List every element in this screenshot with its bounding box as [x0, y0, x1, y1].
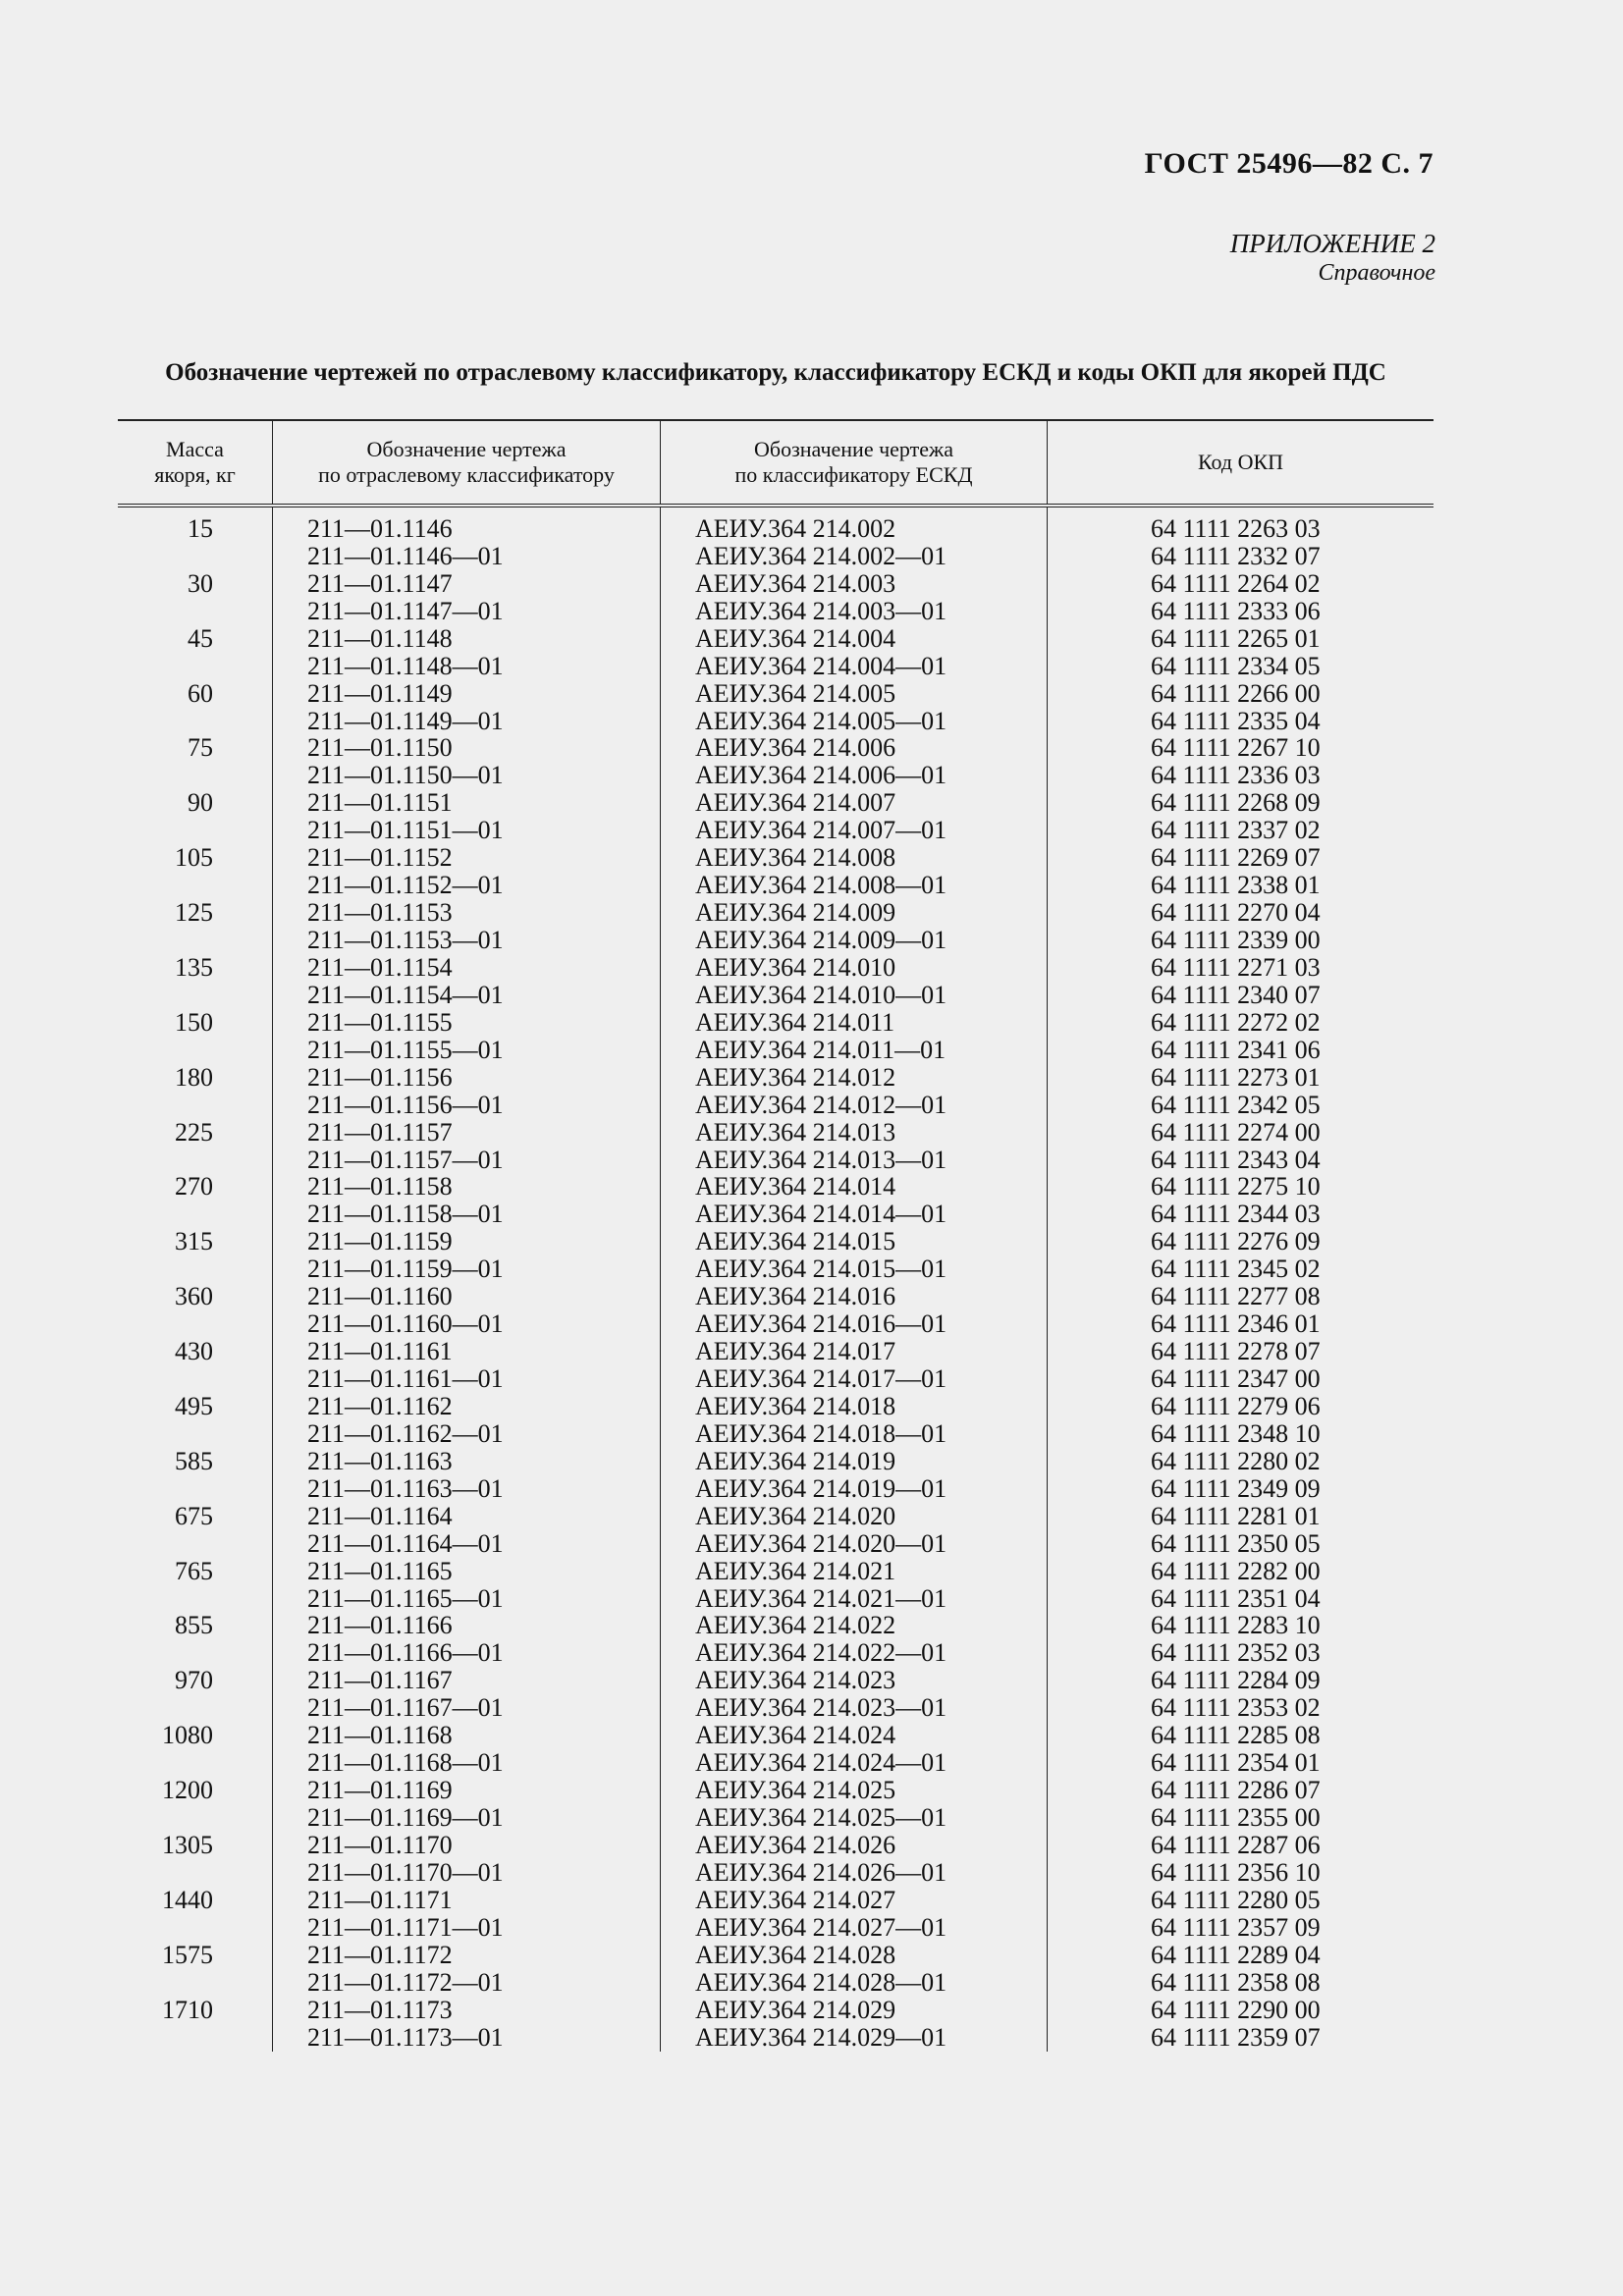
- industry-code-cell: 211—01.1154: [307, 952, 453, 982]
- eskd-code-cell: АЕИУ.364 214.018—01: [695, 1418, 947, 1448]
- industry-code-cell: 211—01.1165: [307, 1556, 453, 1585]
- eskd-code-cell: АЕИУ.364 214.023: [695, 1666, 896, 1695]
- table-row: [118, 1092, 1434, 1119]
- eskd-code-cell: АЕИУ.364 214.004: [695, 623, 896, 653]
- mass-cell: 180: [175, 1062, 213, 1092]
- okp-code-cell: 64 1111 2285 08: [1151, 1721, 1321, 1750]
- eskd-code-cell: АЕИУ.364 214.020—01: [695, 1528, 947, 1558]
- industry-code-cell: 211—01.1156: [307, 1062, 453, 1092]
- mass-cell: 970: [175, 1666, 213, 1695]
- industry-code-cell: 211—01.1161—01: [307, 1364, 504, 1394]
- okp-code-cell: 64 1111 2350 05: [1151, 1528, 1321, 1558]
- table-row: [118, 954, 1434, 982]
- mass-cell: 1080: [162, 1721, 213, 1750]
- industry-code-cell: 211—01.1160: [307, 1282, 453, 1311]
- eskd-code-cell: АЕИУ.364 214.016: [695, 1282, 896, 1311]
- table-row: [118, 680, 1434, 708]
- eskd-code-cell: АЕИУ.364 214.013—01: [695, 1145, 947, 1174]
- industry-code-cell: 211—01.1151—01: [307, 816, 504, 845]
- table-row: [118, 1283, 1434, 1310]
- eskd-code-cell: АЕИУ.364 214.027—01: [695, 1912, 947, 1942]
- okp-code-cell: 64 1111 2272 02: [1151, 1007, 1321, 1037]
- mass-cell: 1575: [162, 1940, 213, 1969]
- eskd-code-cell: АЕИУ.364 214.021: [695, 1556, 896, 1585]
- table-row: [118, 1887, 1434, 1914]
- eskd-code-cell: АЕИУ.364 214.029: [695, 1995, 896, 2024]
- mass-cell: 1440: [162, 1885, 213, 1914]
- industry-code-cell: 211—01.1171—01: [307, 1912, 504, 1942]
- table-header: [118, 419, 1434, 507]
- table-row: [118, 598, 1434, 625]
- okp-code-cell: 64 1111 2334 05: [1151, 651, 1321, 680]
- okp-code-cell: 64 1111 2286 07: [1151, 1776, 1321, 1805]
- table-row: [118, 735, 1434, 763]
- page-header: ГОСТ 25496—82 С. 7: [1144, 147, 1434, 180]
- industry-code-cell: 211—01.1159: [307, 1227, 453, 1256]
- industry-code-cell: 211—01.1155: [307, 1007, 453, 1037]
- industry-code-cell: 211—01.1164: [307, 1501, 453, 1530]
- mass-cell: 225: [175, 1117, 213, 1147]
- table-row: [118, 1804, 1434, 1832]
- table-row: [118, 1147, 1434, 1174]
- industry-code-cell: 211—01.1157: [307, 1117, 453, 1147]
- mass-cell: 1710: [162, 1995, 213, 2024]
- table-row: [118, 1228, 1434, 1255]
- table-row: [118, 982, 1434, 1009]
- okp-code-cell: 64 1111 2269 07: [1151, 843, 1321, 873]
- table-row: [118, 1037, 1434, 1064]
- table-row: [118, 1338, 1434, 1365]
- header-line: Обозначение чертежа: [754, 437, 953, 461]
- okp-code-cell: 64 1111 2345 02: [1151, 1255, 1321, 1284]
- column-divider: [1047, 507, 1048, 2052]
- industry-code-cell: 211—01.1167: [307, 1666, 453, 1695]
- okp-code-cell: 64 1111 2275 10: [1151, 1172, 1321, 1201]
- industry-code-cell: 211—01.1154—01: [307, 980, 504, 1009]
- industry-code-cell: 211—01.1161: [307, 1337, 453, 1366]
- industry-code-cell: 211—01.1173: [307, 1995, 453, 2024]
- industry-code-cell: 211—01.1162: [307, 1391, 453, 1420]
- industry-code-cell: 211—01.1168—01: [307, 1748, 504, 1778]
- industry-code-cell: 211—01.1152: [307, 843, 453, 873]
- eskd-code-cell: АЕИУ.364 214.014—01: [695, 1200, 947, 1229]
- mass-cell: 675: [175, 1501, 213, 1530]
- okp-code-cell: 64 1111 2278 07: [1151, 1337, 1321, 1366]
- okp-code-cell: 64 1111 2289 04: [1151, 1940, 1321, 1969]
- industry-code-cell: 211—01.1164—01: [307, 1528, 504, 1558]
- mass-cell: 75: [188, 733, 213, 763]
- eskd-code-cell: АЕИУ.364 214.009—01: [695, 926, 947, 955]
- eskd-code-cell: АЕИУ.364 214.010: [695, 952, 896, 982]
- table-row: [118, 1694, 1434, 1722]
- okp-code-cell: 64 1111 2356 10: [1151, 1857, 1321, 1887]
- table-row: [118, 570, 1434, 598]
- table-row: [118, 1667, 1434, 1694]
- appendix-subtitle: Справочное: [1318, 260, 1435, 286]
- okp-code-cell: 64 1111 2333 06: [1151, 596, 1321, 625]
- mass-cell: 855: [175, 1611, 213, 1640]
- column-header-okp-code: [1047, 421, 1434, 504]
- table-body: [118, 507, 1434, 2052]
- table-row: [118, 1777, 1434, 1804]
- okp-code-cell: 64 1111 2280 02: [1151, 1446, 1321, 1475]
- eskd-code-cell: АЕИУ.364 214.005: [695, 678, 896, 708]
- okp-code-cell: 64 1111 2343 04: [1151, 1145, 1321, 1174]
- industry-code-cell: 211—01.1158: [307, 1172, 453, 1201]
- table-row: [118, 543, 1434, 570]
- okp-code-cell: 64 1111 2341 06: [1151, 1035, 1321, 1064]
- okp-code-cell: 64 1111 2346 01: [1151, 1309, 1321, 1339]
- industry-code-cell: 211—01.1158—01: [307, 1200, 504, 1229]
- eskd-code-cell: АЕИУ.364 214.017: [695, 1337, 896, 1366]
- mass-cell: 495: [175, 1391, 213, 1420]
- mass-cell: 765: [175, 1556, 213, 1585]
- table-row: [118, 2024, 1434, 2052]
- okp-code-cell: 64 1111 2284 09: [1151, 1666, 1321, 1695]
- okp-code-cell: 64 1111 2357 09: [1151, 1912, 1321, 1942]
- industry-code-cell: 211—01.1168: [307, 1721, 453, 1750]
- okp-code-cell: 64 1111 2273 01: [1151, 1062, 1321, 1092]
- okp-code-cell: 64 1111 2355 00: [1151, 1803, 1321, 1833]
- industry-code-cell: 211—01.1167—01: [307, 1693, 504, 1723]
- mass-cell: 1200: [162, 1776, 213, 1805]
- industry-code-cell: 211—01.1153—01: [307, 926, 504, 955]
- okp-code-cell: 64 1111 2353 02: [1151, 1693, 1321, 1723]
- okp-code-cell: 64 1111 2344 03: [1151, 1200, 1321, 1229]
- eskd-code-cell: АЕИУ.364 214.027: [695, 1885, 896, 1914]
- eskd-code-cell: АЕИУ.364 214.006—01: [695, 761, 947, 790]
- eskd-code-cell: АЕИУ.364 214.026: [695, 1830, 896, 1859]
- industry-code-cell: 211—01.1157—01: [307, 1145, 504, 1174]
- eskd-code-cell: АЕИУ.364 214.007—01: [695, 816, 947, 845]
- eskd-code-cell: АЕИУ.364 214.010—01: [695, 980, 947, 1009]
- eskd-code-cell: АЕИУ.364 214.017—01: [695, 1364, 947, 1394]
- mass-cell: 430: [175, 1337, 213, 1366]
- eskd-code-cell: АЕИУ.364 214.028: [695, 1940, 896, 1969]
- table-row: [118, 1009, 1434, 1037]
- table-row: [118, 1942, 1434, 1969]
- mass-cell: 1305: [162, 1830, 213, 1859]
- okp-code-cell: 64 1111 2348 10: [1151, 1418, 1321, 1448]
- industry-code-cell: 211—01.1170—01: [307, 1857, 504, 1887]
- eskd-code-cell: АЕИУ.364 214.008—01: [695, 871, 947, 900]
- eskd-code-cell: АЕИУ.364 214.026—01: [695, 1857, 947, 1887]
- okp-code-cell: 64 1111 2283 10: [1151, 1611, 1321, 1640]
- industry-code-cell: 211—01.1166: [307, 1611, 453, 1640]
- table-row: [118, 1365, 1434, 1393]
- mass-cell: 90: [188, 788, 213, 818]
- industry-code-cell: 211—01.1146: [307, 513, 453, 543]
- eskd-code-cell: АЕИУ.364 214.012—01: [695, 1090, 947, 1119]
- industry-code-cell: 211—01.1173—01: [307, 2022, 504, 2052]
- table-row: [118, 1639, 1434, 1667]
- appendix-title: ПРИЛОЖЕНИЕ 2: [1229, 229, 1435, 258]
- okp-code-cell: 64 1111 2290 00: [1151, 1995, 1321, 2024]
- eskd-code-cell: АЕИУ.364 214.028—01: [695, 1967, 947, 1997]
- eskd-code-cell: АЕИУ.364 214.008: [695, 843, 896, 873]
- mass-cell: 15: [188, 513, 213, 543]
- eskd-code-cell: АЕИУ.364 214.011—01: [695, 1035, 947, 1064]
- mass-cell: 585: [175, 1446, 213, 1475]
- okp-code-cell: 64 1111 2274 00: [1151, 1117, 1321, 1147]
- industry-code-cell: 211—01.1152—01: [307, 871, 504, 900]
- eskd-code-cell: АЕИУ.364 214.002: [695, 513, 896, 543]
- header-line: по отраслевому классификатору: [318, 462, 615, 487]
- mass-cell: 270: [175, 1172, 213, 1201]
- industry-code-cell: 211—01.1170: [307, 1830, 453, 1859]
- okp-code-cell: 64 1111 2282 00: [1151, 1556, 1321, 1585]
- mass-cell: 135: [175, 952, 213, 982]
- eskd-code-cell: АЕИУ.364 214.025: [695, 1776, 896, 1805]
- okp-code-cell: 64 1111 2340 07: [1151, 980, 1321, 1009]
- okp-code-cell: 64 1111 2359 07: [1151, 2022, 1321, 2052]
- mass-cell: 105: [175, 843, 213, 873]
- column-header-industry-code: [272, 421, 660, 504]
- eskd-code-cell: АЕИУ.364 214.018: [695, 1391, 896, 1420]
- eskd-code-cell: АЕИУ.364 214.015: [695, 1227, 896, 1256]
- table-row: [118, 1310, 1434, 1338]
- okp-code-cell: 64 1111 2354 01: [1151, 1748, 1321, 1778]
- eskd-code-cell: АЕИУ.364 214.029—01: [695, 2022, 947, 2052]
- table-row: [118, 1558, 1434, 1585]
- table-row: [118, 1174, 1434, 1201]
- industry-code-cell: 211—01.1162—01: [307, 1418, 504, 1448]
- okp-code-cell: 64 1111 2263 03: [1151, 513, 1321, 543]
- table-row: [118, 625, 1434, 653]
- eskd-code-cell: АЕИУ.364 214.012: [695, 1062, 896, 1092]
- industry-code-cell: 211—01.1147: [307, 568, 453, 598]
- table-row: [118, 1997, 1434, 2024]
- eskd-code-cell: АЕИУ.364 214.024: [695, 1721, 896, 1750]
- appendix-label: [1230, 228, 1435, 287]
- okp-code-cell: 64 1111 2267 10: [1151, 733, 1321, 763]
- table-row: [118, 844, 1434, 872]
- table-row: [118, 1530, 1434, 1558]
- mass-cell: 125: [175, 898, 213, 928]
- table-row: [118, 1749, 1434, 1777]
- okp-code-cell: 64 1111 2279 06: [1151, 1391, 1321, 1420]
- mass-cell: 315: [175, 1227, 213, 1256]
- table-row: [118, 762, 1434, 789]
- industry-code-cell: 211—01.1163—01: [307, 1473, 504, 1503]
- mass-cell: 150: [175, 1007, 213, 1037]
- eskd-code-cell: АЕИУ.364 214.002—01: [695, 541, 947, 570]
- table-row: [118, 1393, 1434, 1420]
- header-line: якоря, кг: [154, 462, 236, 487]
- mass-cell: 360: [175, 1282, 213, 1311]
- table-row: [118, 1420, 1434, 1448]
- table-row: [118, 1613, 1434, 1640]
- table-row: [118, 1119, 1434, 1147]
- okp-code-cell: 64 1111 2276 09: [1151, 1227, 1321, 1256]
- okp-code-cell: 64 1111 2271 03: [1151, 952, 1321, 982]
- mass-cell: 30: [188, 568, 213, 598]
- okp-code-cell: 64 1111 2281 01: [1151, 1501, 1321, 1530]
- eskd-code-cell: АЕИУ.364 214.007: [695, 788, 896, 818]
- eskd-code-cell: АЕИУ.364 214.019: [695, 1446, 896, 1475]
- industry-code-cell: 211—01.1149: [307, 678, 453, 708]
- mass-cell: 60: [188, 678, 213, 708]
- column-header-mass: [118, 421, 272, 504]
- okp-code-cell: 64 1111 2338 01: [1151, 871, 1321, 900]
- okp-code-cell: 64 1111 2268 09: [1151, 788, 1321, 818]
- table-row: [118, 1722, 1434, 1749]
- table-row: [118, 1255, 1434, 1283]
- table-row: [118, 1201, 1434, 1228]
- table-row: [118, 1914, 1434, 1942]
- industry-code-cell: 211—01.1146—01: [307, 541, 504, 570]
- okp-code-cell: 64 1111 2287 06: [1151, 1830, 1321, 1859]
- eskd-code-cell: АЕИУ.364 214.023—01: [695, 1693, 947, 1723]
- table-row: [118, 872, 1434, 899]
- okp-code-cell: 64 1111 2266 00: [1151, 678, 1321, 708]
- header-line: Код ОКП: [1197, 450, 1284, 474]
- table-row: [118, 817, 1434, 844]
- mass-cell: 45: [188, 623, 213, 653]
- industry-code-cell: 211—01.1148: [307, 623, 453, 653]
- header-line: Обозначение чертежа: [366, 437, 567, 461]
- eskd-code-cell: АЕИУ.364 214.022: [695, 1611, 896, 1640]
- okp-code-cell: 64 1111 2352 03: [1151, 1638, 1321, 1668]
- eskd-code-cell: АЕИУ.364 214.004—01: [695, 651, 947, 680]
- industry-code-cell: 211—01.1159—01: [307, 1255, 504, 1284]
- industry-code-cell: 211—01.1156—01: [307, 1090, 504, 1119]
- industry-code-cell: 211—01.1169—01: [307, 1803, 504, 1833]
- table-row: [118, 1969, 1434, 1997]
- eskd-code-cell: АЕИУ.364 214.025—01: [695, 1803, 947, 1833]
- okp-code-cell: 64 1111 2337 02: [1151, 816, 1321, 845]
- table-row: [118, 1475, 1434, 1503]
- okp-code-cell: 64 1111 2351 04: [1151, 1583, 1321, 1613]
- header-line: Масса: [166, 437, 224, 461]
- industry-code-cell: 211—01.1155—01: [307, 1035, 504, 1064]
- table-row: [118, 927, 1434, 954]
- eskd-code-cell: АЕИУ.364 214.006: [695, 733, 896, 763]
- industry-code-cell: 211—01.1169: [307, 1776, 453, 1805]
- okp-code-cell: 64 1111 2270 04: [1151, 898, 1321, 928]
- eskd-code-cell: АЕИУ.364 214.005—01: [695, 706, 947, 735]
- okp-code-cell: 64 1111 2264 02: [1151, 568, 1321, 598]
- header-line: по классификатору ЕСКД: [734, 462, 973, 487]
- industry-code-cell: 211—01.1166—01: [307, 1638, 504, 1668]
- document-title: Обозначение чертежей по отраслевому классификатору, классификатору ЕСКД и коды ОКП для якорей ПДС: [165, 359, 1386, 386]
- industry-code-cell: 211—01.1165—01: [307, 1583, 504, 1613]
- table-row: [118, 1448, 1434, 1475]
- table-row: [118, 515, 1434, 543]
- table-row: [118, 1859, 1434, 1887]
- okp-code-cell: 64 1111 2349 09: [1151, 1473, 1321, 1503]
- eskd-code-cell: АЕИУ.364 214.003—01: [695, 596, 947, 625]
- column-divider: [660, 507, 661, 2052]
- industry-code-cell: 211—01.1163: [307, 1446, 453, 1475]
- table-row: [118, 1503, 1434, 1530]
- eskd-code-cell: АЕИУ.364 214.011: [695, 1007, 895, 1037]
- industry-code-cell: 211—01.1172: [307, 1940, 453, 1969]
- okp-code-cell: 64 1111 2339 00: [1151, 926, 1321, 955]
- eskd-code-cell: АЕИУ.364 214.009: [695, 898, 896, 928]
- okp-code-cell: 64 1111 2336 03: [1151, 761, 1321, 790]
- okp-code-cell: 64 1111 2280 05: [1151, 1885, 1321, 1914]
- industry-code-cell: 211—01.1153: [307, 898, 453, 928]
- industry-code-cell: 211—01.1148—01: [307, 651, 504, 680]
- okp-code-cell: 64 1111 2265 01: [1151, 623, 1321, 653]
- eskd-code-cell: АЕИУ.364 214.024—01: [695, 1748, 947, 1778]
- industry-code-cell: 211—01.1149—01: [307, 706, 504, 735]
- table-row: [118, 653, 1434, 680]
- eskd-code-cell: АЕИУ.364 214.014: [695, 1172, 896, 1201]
- industry-code-cell: 211—01.1150—01: [307, 761, 504, 790]
- industry-code-cell: 211—01.1172—01: [307, 1967, 504, 1997]
- eskd-code-cell: АЕИУ.364 214.013: [695, 1117, 896, 1147]
- industry-code-cell: 211—01.1151: [307, 788, 453, 818]
- okp-code-cell: 64 1111 2277 08: [1151, 1282, 1321, 1311]
- column-header-eskd-code: [660, 421, 1047, 504]
- anchor-designation-table: [118, 419, 1434, 2052]
- eskd-code-cell: АЕИУ.364 214.019—01: [695, 1473, 947, 1503]
- table-row: [118, 708, 1434, 735]
- industry-code-cell: 211—01.1171: [307, 1885, 453, 1914]
- okp-code-cell: 64 1111 2358 08: [1151, 1967, 1321, 1997]
- industry-code-cell: 211—01.1147—01: [307, 596, 504, 625]
- eskd-code-cell: АЕИУ.364 214.016—01: [695, 1309, 947, 1339]
- eskd-code-cell: АЕИУ.364 214.003: [695, 568, 896, 598]
- industry-code-cell: 211—01.1160—01: [307, 1309, 504, 1339]
- column-divider: [272, 507, 273, 2052]
- industry-code-cell: 211—01.1150: [307, 733, 453, 763]
- okp-code-cell: 64 1111 2335 04: [1151, 706, 1321, 735]
- okp-code-cell: 64 1111 2332 07: [1151, 541, 1321, 570]
- eskd-code-cell: АЕИУ.364 214.020: [695, 1501, 896, 1530]
- eskd-code-cell: АЕИУ.364 214.022—01: [695, 1638, 947, 1668]
- table-row: [118, 899, 1434, 927]
- table-row: [118, 1832, 1434, 1859]
- okp-code-cell: 64 1111 2347 00: [1151, 1364, 1321, 1394]
- table-row: [118, 1064, 1434, 1092]
- table-row: [118, 1585, 1434, 1613]
- table-row: [118, 789, 1434, 817]
- okp-code-cell: 64 1111 2342 05: [1151, 1090, 1321, 1119]
- eskd-code-cell: АЕИУ.364 214.015—01: [695, 1255, 947, 1284]
- eskd-code-cell: АЕИУ.364 214.021—01: [695, 1583, 947, 1613]
